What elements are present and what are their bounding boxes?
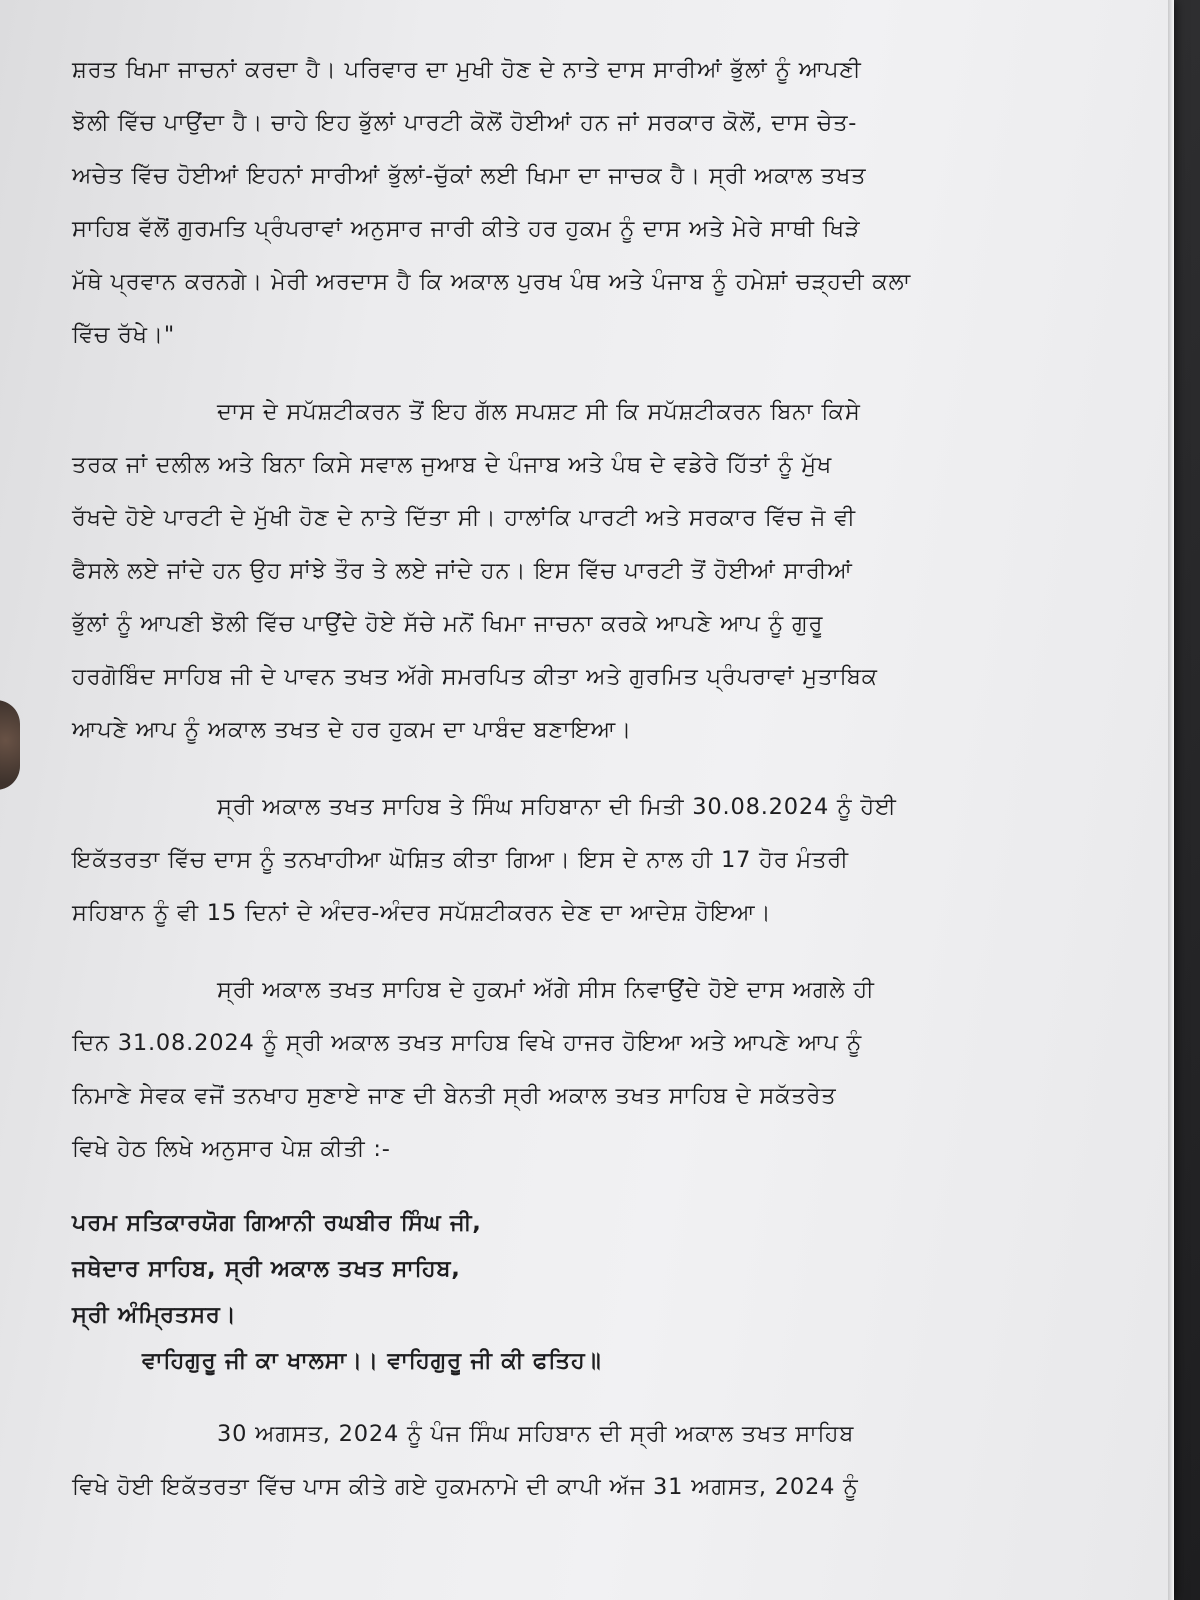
text-line: ਇਕੱਤਰਤਾ ਵਿੱਚ ਦਾਸ ਨੂੰ ਤਨਖਾਹੀਆ ਘੋਸ਼ਿਤ ਕੀਤਾ ਗਿਆ। ਇਸ ਦੇ ਨਾਲ ਹੀ 17 ਹੋਰ ਮੰਤਰੀ (72, 847, 849, 873)
text-line: ਅਚੇਤ ਵਿੱਚ ਹੋਈਆਂ ਇਹਨਾਂ ਸਾਰੀਆਂ ਭੁੱਲਾਂ-ਚੁੱਕਾਂ ਲਈ ਖਿਮਾ ਦਾ ਜਾਚਕ ਹੈ। ਸ੍ਰੀ ਅਕਾਲ ਤਖਤ (72, 163, 867, 189)
text-line: ਦਿਨ 31.08.2024 ਨੂੰ ਸ੍ਰੀ ਅਕਾਲ ਤਖਤ ਸਾਹਿਬ ਵਿਖੇ ਹਾਜਰ ਹੋਇਆ ਅਤੇ ਆਪਣੇ ਆਪ ਨੂੰ (72, 1030, 863, 1056)
text-line: ਹਰਗੋਬਿੰਦ ਸਾਹਿਬ ਜੀ ਦੇ ਪਾਵਨ ਤਖਤ ਅੱਗੇ ਸਮਰਪਿਤ ਕੀਤਾ ਅਤੇ ਗੁਰਮਿਤ ਪ੍ਰੰਪਰਾਵਾਂ ਮੁਤਾਬਿਕ (72, 664, 878, 690)
text-line: ਸਹਿਬਾਨ ਨੂੰ ਵੀ 15 ਦਿਨਾਂ ਦੇ ਅੰਦਰ-ਅੰਦਰ ਸਪੱਸ਼ਟੀਕਰਨ ਦੇਣ ਦਾ ਆਦੇਸ਼ ਹੋਇਆ। (72, 900, 772, 926)
salutation: ਵਾਹਿਗੁਰੂ ਜੀ ਕਾ ਖਾਲਸਾ।। ਵਾਹਿਗੁਰੂ ਜੀ ਕੀ ਫਤਿਹ॥ (142, 1348, 602, 1374)
document-body (72, 44, 1022, 1514)
paragraph-1 (72, 44, 1022, 362)
text-line: ਸ੍ਰੀ ਅਕਾਲ ਤਖਤ ਸਾਹਿਬ ਦੇ ਹੁਕਮਾਂ ਅੱਗੇ ਸੀਸ ਨਿਵਾਉਂਦੇ ਹੋਏ ਦਾਸ ਅਗਲੇ ਹੀ (217, 977, 875, 1003)
text-line: ਮੱਥੇ ਪ੍ਰਵਾਨ ਕਰਨਗੇ। ਮੇਰੀ ਅਰਦਾਸ ਹੈ ਕਿ ਅਕਾਲ ਪੁਰਖ ਪੰਥ ਅਤੇ ਪੰਜਾਬ ਨੂੰ ਹਮੇਸ਼ਾਂ ਚੜ੍ਹਦੀ ਕਲਾ (72, 269, 911, 295)
text-line: ਵਿਖੇ ਹੇਠ ਲਿਖੇ ਅਨੁਸਾਰ ਪੇਸ਼ ਕੀਤੀ :- (72, 1136, 391, 1162)
text-line: ਝੋਲੀ ਵਿੱਚ ਪਾਉਂਦਾ ਹੈ। ਚਾਹੇ ਇਹ ਭੁੱਲਾਂ ਪਾਰਟੀ ਕੋਲੋਂ ਹੋਈਆਂ ਹਨ ਜਾਂ ਸਰਕਾਰ ਕੋਲੋਂ, ਦਾਸ ਚੇਤ- (72, 110, 858, 136)
text-line: ਵਿੱਚ ਰੱਖੇ।" (72, 322, 175, 348)
text-line: ਸਾਹਿਬ ਵੱਲੋਂ ਗੁਰਮਤਿ ਪ੍ਰੰਪਰਾਵਾਂ ਅਨੁਸਾਰ ਜਾਰੀ ਕੀਤੇ ਹਰ ਹੁਕਮ ਨੂੰ ਦਾਸ ਅਤੇ ਮੇਰੇ ਸਾਥੀ ਖਿੜੇ (72, 216, 861, 242)
paragraph-2 (72, 386, 1022, 757)
text-line: ਨਿਮਾਣੇ ਸੇਵਕ ਵਜੋਂ ਤਨਖਾਹ ਸੁਣਾਏ ਜਾਣ ਦੀ ਬੇਨਤੀ ਸ੍ਰੀ ਅਕਾਲ ਤਖਤ ਸਾਹਿਬ ਦੇ ਸਕੱਤਰੇਤ (72, 1083, 837, 1109)
text-line: ਤਰਕ ਜਾਂ ਦਲੀਲ ਅਤੇ ਬਿਨਾ ਕਿਸੇ ਸਵਾਲ ਜੁਆਬ ਦੇ ਪੰਜਾਬ ਅਤੇ ਪੰਥ ਦੇ ਵਡੇਰੇ ਹਿੱਤਾਂ ਨੂੰ ਮੁੱਖ (72, 452, 833, 478)
paragraph-4 (72, 964, 1022, 1176)
address-line: ਸ੍ਰੀ ਅੰਮ੍ਰਿਤਸਰ। (72, 1302, 237, 1328)
address-line: ਪਰਮ ਸਤਿਕਾਰਯੋਗ ਗਿਆਨੀ ਰਘਬੀਰ ਸਿੰਘ ਜੀ, (72, 1210, 482, 1236)
text-line: ਫੈਸਲੇ ਲਏ ਜਾਂਦੇ ਹਨ ਉਹ ਸਾਂਝੇ ਤੌਰ ਤੇ ਲਏ ਜਾਂਦੇ ਹਨ। ਇਸ ਵਿੱਚ ਪਾਰਟੀ ਤੋਂ ਹੋਈਆਂ ਸਾਰੀਆਂ (72, 558, 853, 584)
paragraph-5 (72, 1408, 1022, 1514)
text-line: ਸ੍ਰੀ ਅਕਾਲ ਤਖਤ ਸਾਹਿਬ ਤੇ ਸਿੰਘ ਸਹਿਬਾਨਾ ਦੀ ਮਿਤੀ 30.08.2024 ਨੂੰ ਹੋਈ (217, 794, 897, 820)
address-line: ਜਥੇਦਾਰ ਸਾਹਿਬ, ਸ੍ਰੀ ਅਕਾਲ ਤਖਤ ਸਾਹਿਬ, (72, 1256, 461, 1282)
text-line: ਸ਼ਰਤ ਖਿਮਾ ਜਾਚਨਾਂ ਕਰਦਾ ਹੈ। ਪਰਿਵਾਰ ਦਾ ਮੁਖੀ ਹੋਣ ਦੇ ਨਾਤੇ ਦਾਸ ਸਾਰੀਆਂ ਭੁੱਲਾਂ ਨੂੰ ਆਪਣੀ (72, 57, 862, 83)
text-line: ਵਿਖੇ ਹੋਈ ਇਕੱਤਰਤਾ ਵਿੱਚ ਪਾਸ ਕੀਤੇ ਗਏ ਹੁਕਮਨਾਮੇ ਦੀ ਕਾਪੀ ਅੱਜ 31 ਅਗਸਤ, 2024 ਨੂੰ (72, 1474, 859, 1500)
paper-edge (1168, 0, 1174, 1600)
paragraph-3 (72, 781, 1022, 940)
text-line: ਭੁੱਲਾਂ ਨੂੰ ਆਪਣੀ ਝੋਲੀ ਵਿੱਚ ਪਾਉਂਦੇ ਹੋਏ ਸੱਚੇ ਮਨੋਂ ਖਿਮਾ ਜਾਚਨਾ ਕਰਕੇ ਆਪਣੇ ਆਪ ਨੂੰ ਗੁਰੂ (72, 611, 824, 637)
finger-shadow (0, 700, 20, 790)
text-line: 30 ਅਗਸਤ, 2024 ਨੂੰ ਪੰਜ ਸਿੰਘ ਸਹਿਬਾਨ ਦੀ ਸ੍ਰੀ ਅਕਾਲ ਤਖਤ ਸਾਹਿਬ (217, 1421, 855, 1447)
text-line: ਦਾਸ ਦੇ ਸਪੱਸ਼ਟੀਕਰਨ ਤੋਂ ਇਹ ਗੱਲ ਸਪਸ਼ਟ ਸੀ ਕਿ ਸਪੱਸ਼ਟੀਕਰਨ ਬਿਨਾ ਕਿਸੇ (217, 399, 861, 425)
text-line: ਆਪਣੇ ਆਪ ਨੂੰ ਅਕਾਲ ਤਖਤ ਦੇ ਹਰ ਹੁਕਮ ਦਾ ਪਾਬੰਦ ਬਣਾਇਆ। (72, 717, 632, 743)
address-block (72, 1200, 1022, 1384)
text-line: ਰੱਖਦੇ ਹੋਏ ਪਾਰਟੀ ਦੇ ਮੁੱਖੀ ਹੋਣ ਦੇ ਨਾਤੇ ਦਿੱਤਾ ਸੀ। ਹਾਲਾਂਕਿ ਪਾਰਟੀ ਅਤੇ ਸਰਕਾਰ ਵਿੱਚ ਜੋ ਵੀ (72, 505, 856, 531)
